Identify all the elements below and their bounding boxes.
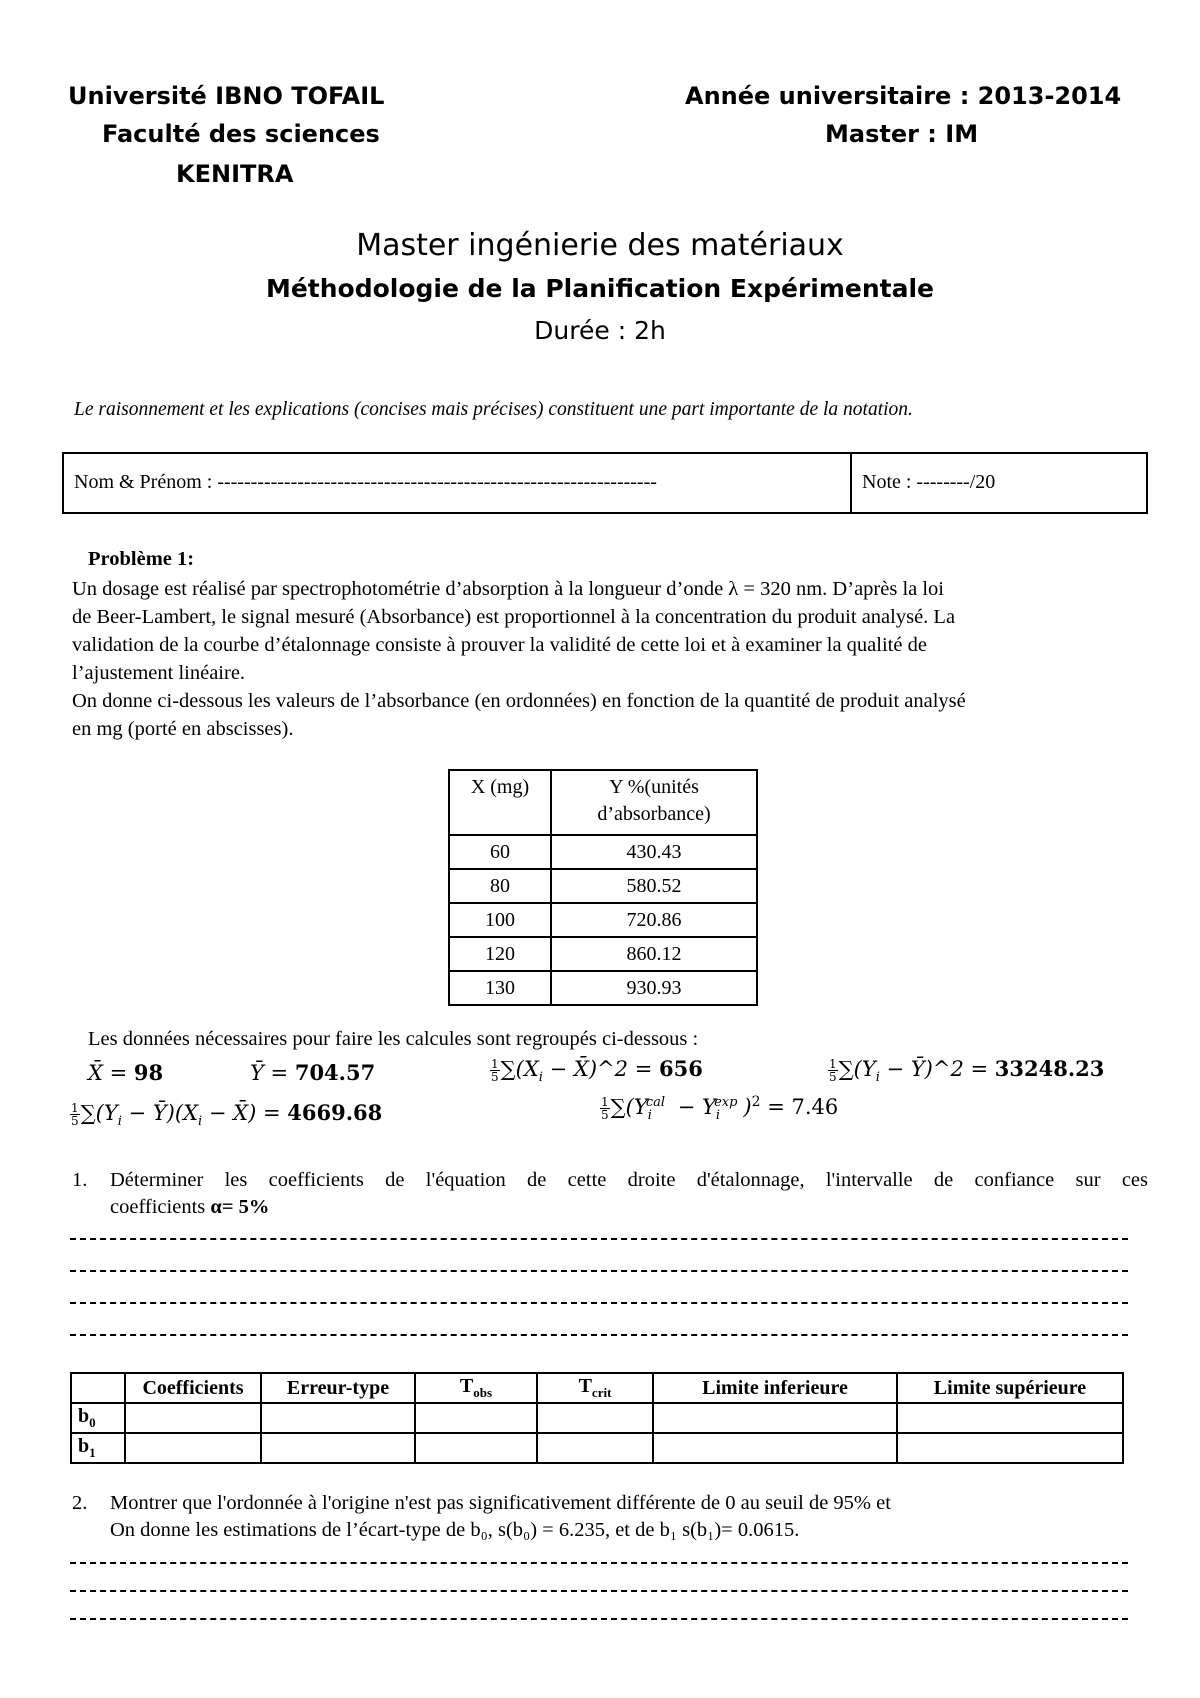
answer-line[interactable] [70,1590,1128,1592]
answer-cell[interactable] [537,1433,653,1463]
header-standard-error: Erreur-type [261,1373,415,1403]
header-lower-limit: Limite inferieure [653,1373,897,1403]
statement-line: validation de la courbe d’étalonnage consiste à prouver la validité de cette loi et à examiner la qualité de [72,634,927,656]
question-2 [72,1490,1148,1546]
answer-line[interactable] [70,1562,1128,1564]
answer-line[interactable] [70,1238,1128,1240]
sxy-formula: $\frac{1}{5}$ $\sum(Y_i$ − $Ȳ)(X_i$ − X̄) = 4669.68 [71,1100,383,1130]
question-line: coefficients α= 5% [110,1196,270,1218]
duration: Durée : 2h [534,316,666,345]
y-value: 580.52 [551,869,757,903]
fraction: $\frac{1}{5}$ [829,1057,837,1084]
xbar-formula: X̄ = 98 [88,1060,164,1085]
statement-line: On donne ci-dessous les valeurs de l’absorbance (en ordonnées) en fonction de la quantité de produit analysé [72,690,966,712]
x-value: 60 [449,835,551,869]
table-row [449,835,757,869]
column-header-x: X (mg) [449,770,551,835]
ybar-formula: Ȳ = 704.57 [250,1060,376,1085]
main-title: Master ingénierie des matériaux [356,228,844,263]
header-coefficients: Coefficients [125,1373,261,1403]
question-number: 2. [72,1492,88,1514]
empty-header-cell [71,1373,125,1403]
y-value: 720.86 [551,903,757,937]
header-t-crit: $T_{crit}$ [537,1373,653,1403]
answer-cell[interactable] [261,1403,415,1433]
grading-instructions: Le raisonnement et les explications (concises mais précises) constituent une part importante de la notation. [74,399,913,420]
column-header-y [551,770,757,835]
row-label-b1: $b_1$ [71,1433,125,1463]
academic-year: Année universitaire : 2013-2014 [685,82,1122,110]
university-name: Université IBNO TOFAIL [68,82,385,110]
answer-line[interactable] [70,1618,1128,1620]
residual-formula: $\frac{1}{5}$ $\sum(Y_i^{cal} - Y_i^{exp}$ )$^2$ = 7.46 [601,1094,839,1124]
faculty-name: Faculté des sciences [102,120,380,148]
alpha-level: α= 5% [210,1196,270,1218]
statement-line: en mg (porté en abscisses). [72,718,294,740]
city-name: KENITRA [176,160,294,188]
sxx-formula: $\frac{1}{5}$ $\sum(X_i$ − X̄)^2 = 656 [491,1056,703,1086]
name-field-label: Nom & Prénom : ------------------------------------------------------------------ [74,471,657,493]
syy-value: 33248.23 [994,1056,1105,1081]
table-row [71,1403,1123,1433]
sxx-value: 656 [658,1056,703,1081]
calc-intro: Les données nécessaires pour faire les calcules sont regroupés ci-dessous : [88,1028,699,1050]
name-cell[interactable] [64,454,852,512]
column-header-y-line1: Y %(unités [609,776,699,798]
problem-title: Problème 1: [88,548,195,570]
answer-cell[interactable] [537,1403,653,1433]
x-value: 130 [449,971,551,1005]
question-line: Montrer que l'ordonnée à l'origine n'est pas significativement différente de 0 au seuil de 95% et [110,1492,891,1514]
question-line: Déterminer les coefficients de l'équation de cette droite d'étalonnage, l'intervalle de confiance sur ces [110,1169,1148,1191]
syy-formula: $\frac{1}{5}$ $\sum(Y_i$ − Ȳ)^2 = 33248.23 [829,1056,1105,1086]
y-value: 860.12 [551,937,757,971]
table-row [449,869,757,903]
y-value: 930.93 [551,971,757,1005]
answer-cell[interactable] [653,1433,897,1463]
name-box [62,452,1148,514]
absorbance-data-table [448,769,758,1006]
ybar-value: 704.57 [294,1060,376,1085]
problem-statement [72,575,1148,743]
residual-value: 7.46 [791,1095,839,1119]
question-text [110,1167,1148,1221]
x-value: 100 [449,903,551,937]
master-label: Master : IM [825,120,979,148]
question-number: 1. [72,1169,88,1191]
fraction: $\frac{1}{5}$ [601,1095,609,1122]
xbar-symbol: X̄ [88,1061,103,1085]
question-line: On donne les estimations de l’écart-type de b₀, s(b₀) = 6.235, et de b₁ s(b₁)= 0.0615. [110,1519,800,1541]
statement-line: de Beer-Lambert, le signal mesuré (Absorbance) est proportionnel à la concentration du produit analysé. La [72,606,956,628]
sxy-value: 4669.68 [287,1100,383,1125]
statement-line: l’ajustement linéaire. [72,662,246,684]
answer-cell[interactable] [653,1403,897,1433]
table-row [449,971,757,1005]
fraction: $\frac{1}{5}$ [491,1057,499,1084]
table-row [449,937,757,971]
answer-cell[interactable] [261,1433,415,1463]
answer-line[interactable] [70,1302,1128,1304]
table-row [71,1433,1123,1463]
fraction: $\frac{1}{5}$ [71,1101,79,1128]
question-1 [72,1167,1148,1223]
answer-cell[interactable] [415,1403,537,1433]
ybar-symbol: Ȳ [250,1061,264,1085]
answer-line[interactable] [70,1334,1128,1336]
table-row [449,903,757,937]
subject-title: Méthodologie de la Planification Expérimentale [265,274,935,303]
coefficients-table [70,1372,1124,1464]
answer-cell[interactable] [897,1403,1123,1433]
answer-cell[interactable] [125,1403,261,1433]
x-value: 120 [449,937,551,971]
table-header-row [449,770,757,835]
header-upper-limit: Limite supérieure [897,1373,1123,1403]
x-value: 80 [449,869,551,903]
column-header-y-line2: d’absorbance) [597,803,711,825]
answer-cell[interactable] [897,1433,1123,1463]
xbar-value: 98 [133,1060,164,1085]
question-text [110,1490,1148,1544]
header-t-obs: $T_{obs}$ [415,1373,537,1403]
answer-cell[interactable] [125,1433,261,1463]
y-value: 430.43 [551,835,757,869]
statement-line: Un dosage est réalisé par spectrophotométrie d’absorption à la longueur d’onde λ = 320 nm. D’après la loi [72,578,945,600]
table-header-row [71,1373,1123,1403]
answer-cell[interactable] [415,1433,537,1463]
row-label-b0: $b_0$ [71,1403,125,1433]
answer-line[interactable] [70,1270,1128,1272]
note-field-label: Note : --------/20 [862,471,996,493]
